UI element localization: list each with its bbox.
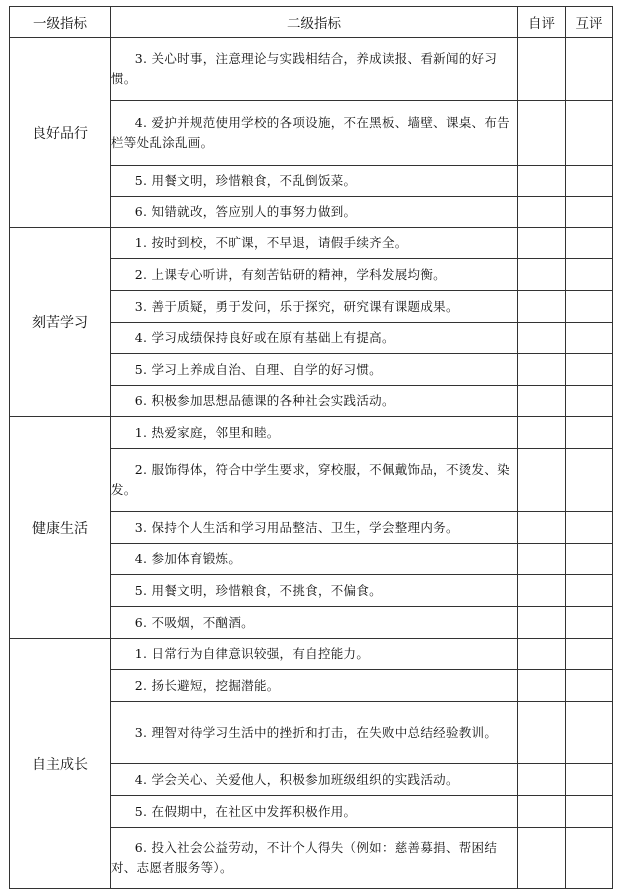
self-eval-cell[interactable] xyxy=(518,607,566,639)
self-eval-cell[interactable] xyxy=(518,417,566,449)
self-eval-cell[interactable] xyxy=(518,323,566,354)
header-level1: 一级指标 xyxy=(10,7,111,38)
item-cell: 6. 知错就改，答应别人的事努力做到。 xyxy=(111,197,518,228)
self-eval-cell[interactable] xyxy=(518,386,566,417)
item-cell: 3. 保持个人生活和学习用品整洁、卫生，学会整理内务。 xyxy=(111,512,518,544)
peer-eval-cell[interactable] xyxy=(566,449,613,512)
peer-eval-cell[interactable] xyxy=(566,323,613,354)
table-row xyxy=(10,639,613,670)
item-cell: 6. 积极参加思想品德课的各种社会实践活动。 xyxy=(111,386,518,417)
self-eval-cell[interactable] xyxy=(518,512,566,544)
item-cell: 6. 不吸烟，不酗酒。 xyxy=(111,607,518,639)
item-cell: 5. 在假期中，在社区中发挥积极作用。 xyxy=(111,796,518,828)
self-eval-cell[interactable] xyxy=(518,449,566,512)
self-eval-cell[interactable] xyxy=(518,228,566,259)
item-cell: 5. 学习上养成自治、自理、自学的好习惯。 xyxy=(111,354,518,386)
item-cell: 2. 服饰得体，符合中学生要求，穿校服，不佩戴饰品，不烫发、染发。 xyxy=(111,449,518,512)
peer-eval-cell[interactable] xyxy=(566,764,613,796)
item-cell: 1. 日常行为自律意识较强，有自控能力。 xyxy=(111,639,518,670)
self-eval-cell[interactable] xyxy=(518,291,566,323)
peer-eval-cell[interactable] xyxy=(566,796,613,828)
peer-eval-cell[interactable] xyxy=(566,259,613,291)
self-eval-cell[interactable] xyxy=(518,764,566,796)
self-eval-cell[interactable] xyxy=(518,259,566,291)
item-cell: 1. 热爱家庭，邻里和睦。 xyxy=(111,417,518,449)
table-row xyxy=(10,228,613,259)
item-cell: 2. 上课专心听讲，有刻苦钻研的精神，学科发展均衡。 xyxy=(111,259,518,291)
header-row xyxy=(10,7,613,38)
item-cell: 6. 投入社会公益劳动，不计个人得失（例如：慈善募捐、帮困结对、志愿者服务等）。 xyxy=(111,828,518,889)
item-cell: 3. 关心时事，注意理论与实践相结合，养成读报、看新闻的好习惯。 xyxy=(111,38,518,101)
peer-eval-cell[interactable] xyxy=(566,166,613,197)
peer-eval-cell[interactable] xyxy=(566,828,613,889)
item-cell: 4. 学习成绩保持良好或在原有基础上有提高。 xyxy=(111,323,518,354)
table-row xyxy=(10,417,613,449)
self-eval-cell[interactable] xyxy=(518,575,566,607)
item-cell: 3. 理智对待学习生活中的挫折和打击，在失败中总结经验教训。 xyxy=(111,702,518,764)
self-eval-cell[interactable] xyxy=(518,828,566,889)
peer-eval-cell[interactable] xyxy=(566,670,613,702)
self-eval-cell[interactable] xyxy=(518,702,566,764)
self-eval-cell[interactable] xyxy=(518,354,566,386)
item-cell: 5. 用餐文明，珍惜粮食，不乱倒饭菜。 xyxy=(111,166,518,197)
self-eval-cell[interactable] xyxy=(518,38,566,101)
peer-eval-cell[interactable] xyxy=(566,702,613,764)
peer-eval-cell[interactable] xyxy=(566,639,613,670)
peer-eval-cell[interactable] xyxy=(566,354,613,386)
peer-eval-cell[interactable] xyxy=(566,291,613,323)
header-self-eval: 自评 xyxy=(518,7,566,38)
self-eval-cell[interactable] xyxy=(518,544,566,575)
self-eval-cell[interactable] xyxy=(518,166,566,197)
item-cell: 1. 按时到校，不旷课，不早退，请假手续齐全。 xyxy=(111,228,518,259)
peer-eval-cell[interactable] xyxy=(566,544,613,575)
peer-eval-cell[interactable] xyxy=(566,607,613,639)
peer-eval-cell[interactable] xyxy=(566,101,613,166)
item-cell: 5. 用餐文明，珍惜粮食，不挑食，不偏食。 xyxy=(111,575,518,607)
self-eval-cell[interactable] xyxy=(518,197,566,228)
peer-eval-cell[interactable] xyxy=(566,386,613,417)
item-cell: 2. 扬长避短，挖掘潜能。 xyxy=(111,670,518,702)
header-level2: 二级指标 xyxy=(111,7,518,38)
category-cell: 自主成长 xyxy=(10,639,111,889)
category-cell: 良好品行 xyxy=(10,38,111,228)
peer-eval-cell[interactable] xyxy=(566,575,613,607)
item-cell: 3. 善于质疑，勇于发问，乐于探究，研究课有课题成果。 xyxy=(111,291,518,323)
category-cell: 健康生活 xyxy=(10,417,111,639)
peer-eval-cell[interactable] xyxy=(566,512,613,544)
item-cell: 4. 学会关心、关爱他人，积极参加班级组织的实践活动。 xyxy=(111,764,518,796)
self-eval-cell[interactable] xyxy=(518,796,566,828)
peer-eval-cell[interactable] xyxy=(566,228,613,259)
header-peer-eval: 互评 xyxy=(566,7,613,38)
category-cell: 刻苦学习 xyxy=(10,228,111,417)
peer-eval-cell[interactable] xyxy=(566,417,613,449)
self-eval-cell[interactable] xyxy=(518,101,566,166)
item-cell: 4. 参加体育锻炼。 xyxy=(111,544,518,575)
peer-eval-cell[interactable] xyxy=(566,38,613,101)
item-cell: 4. 爱护并规范使用学校的各项设施，不在黑板、墙壁、课桌、布告栏等处乱涂乱画。 xyxy=(111,101,518,166)
table-row xyxy=(10,38,613,101)
self-eval-cell[interactable] xyxy=(518,670,566,702)
self-eval-cell[interactable] xyxy=(518,639,566,670)
peer-eval-cell[interactable] xyxy=(566,197,613,228)
evaluation-table xyxy=(9,6,613,889)
